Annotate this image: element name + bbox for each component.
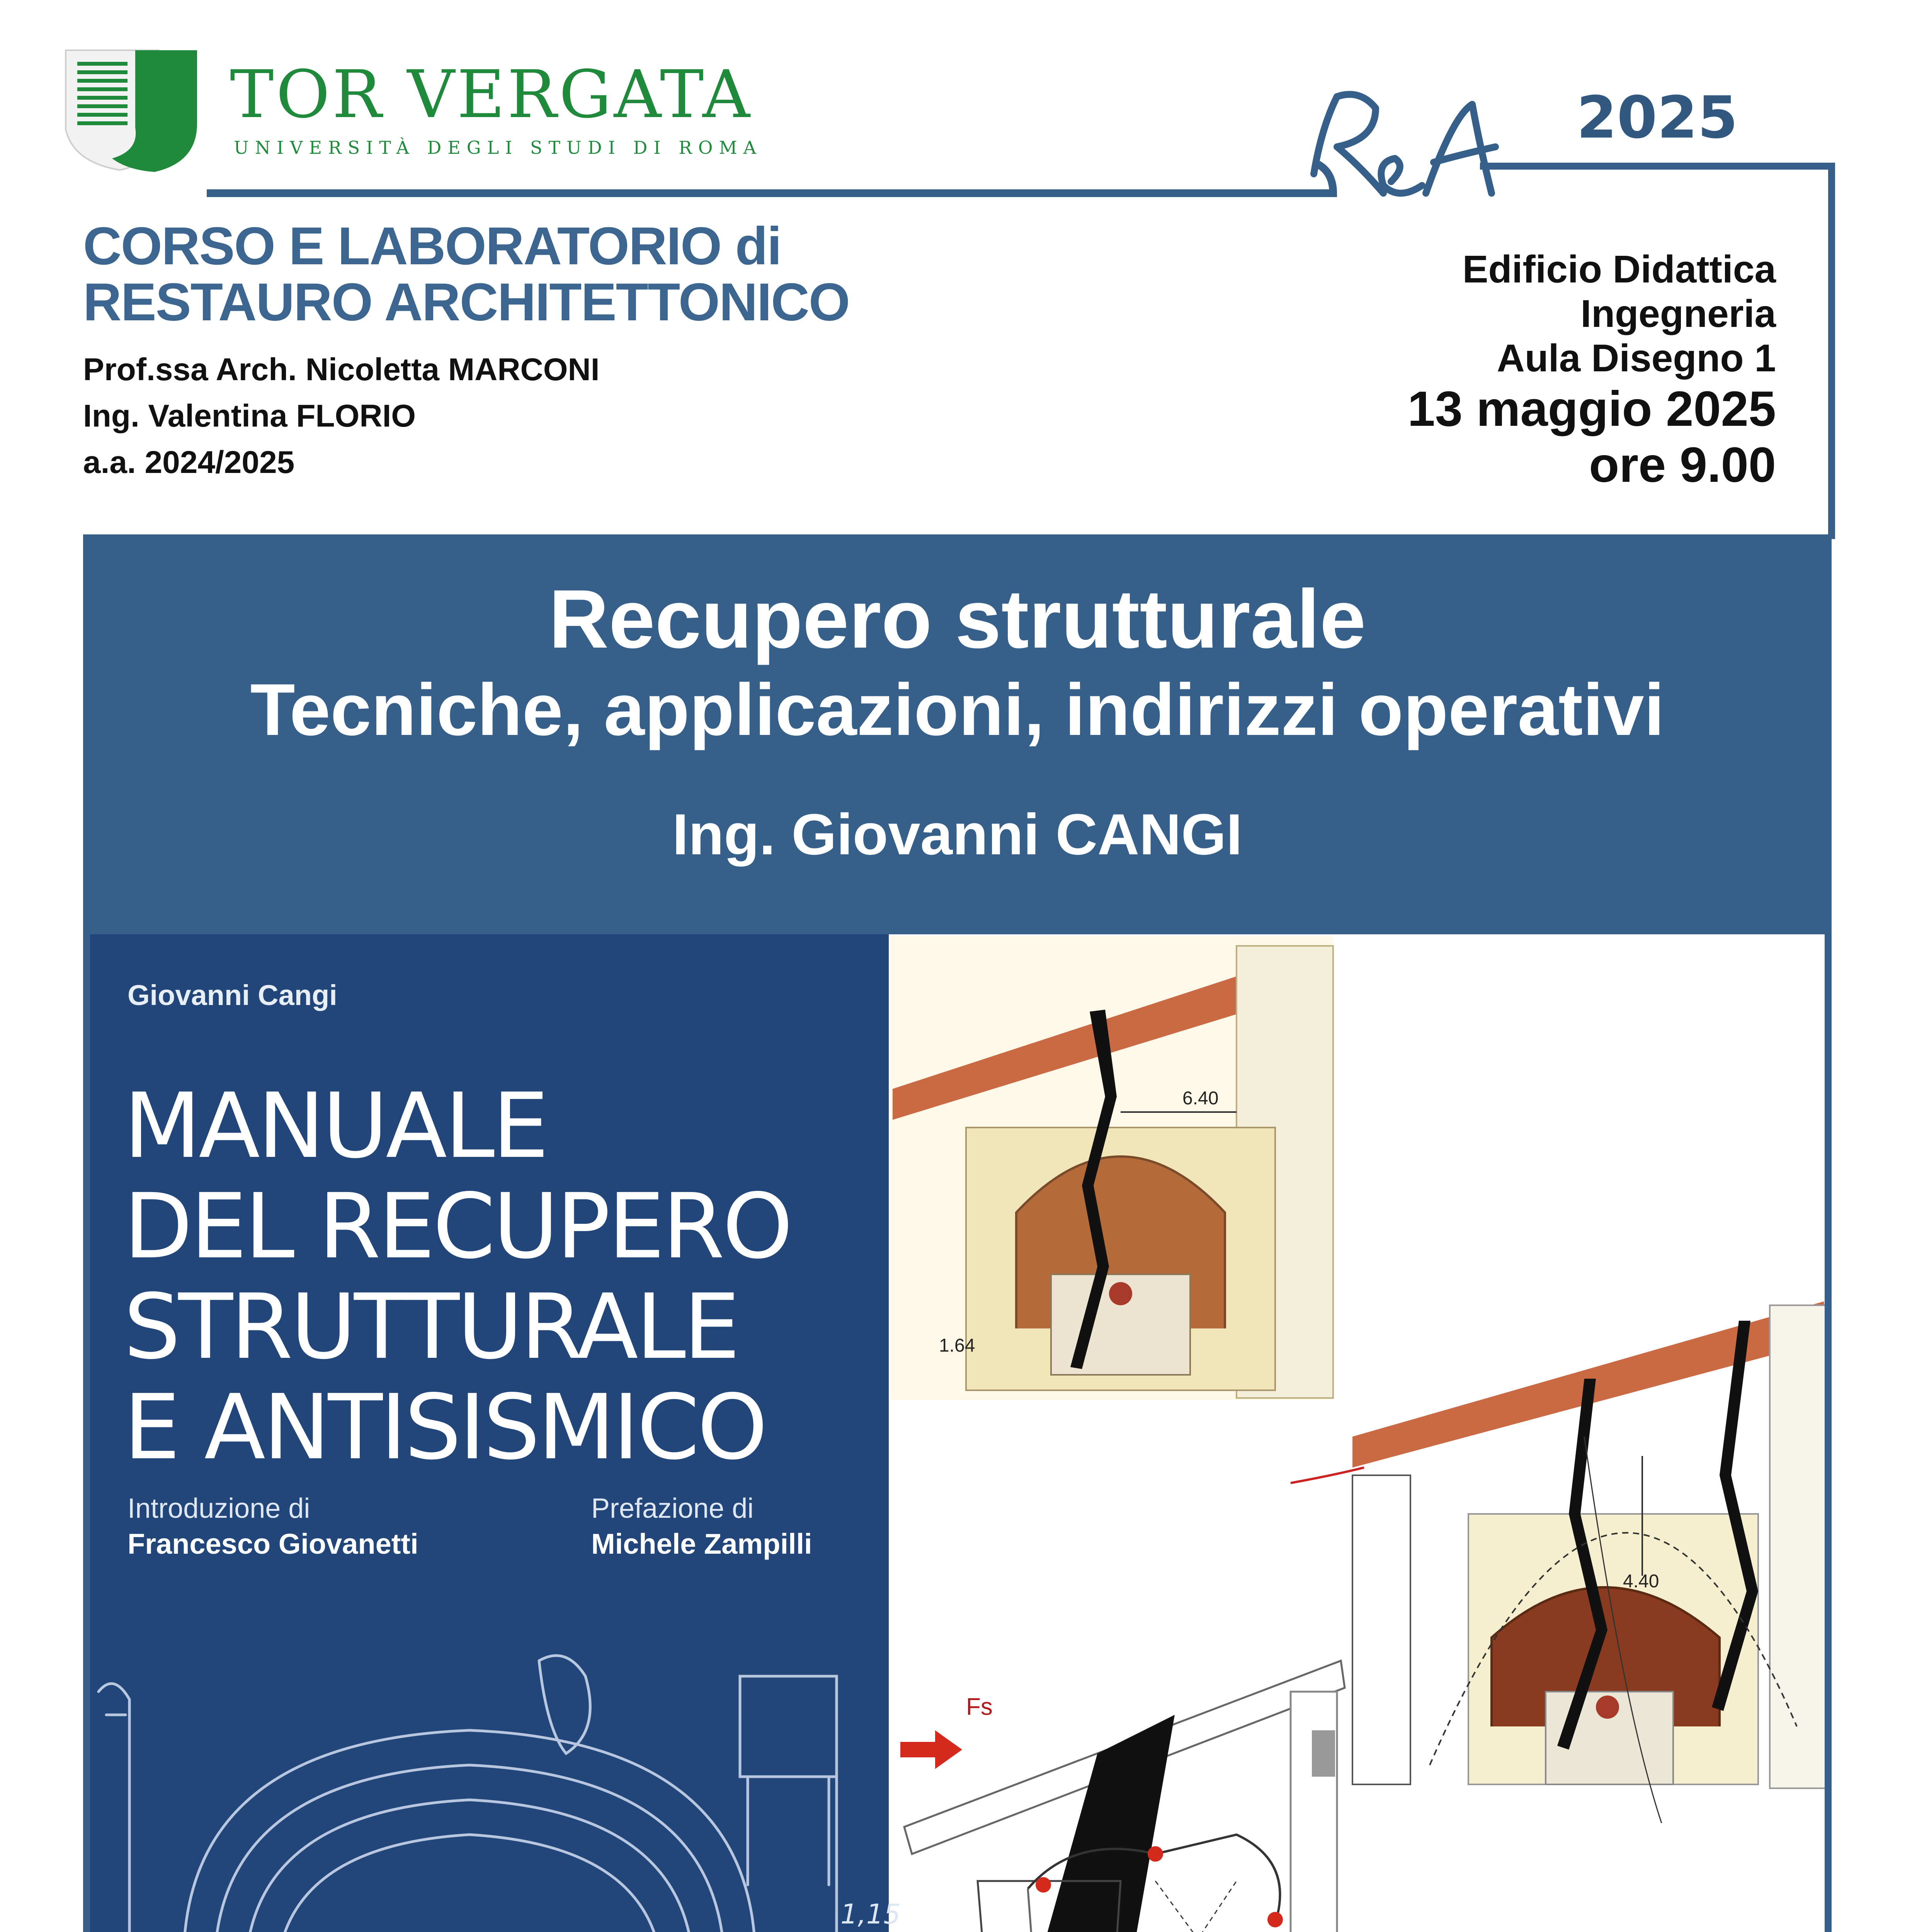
lecture-banner	[83, 534, 1832, 934]
preface-label: Prefazione di	[591, 1493, 754, 1524]
intro-name: Francesco Giovanetti	[128, 1528, 418, 1560]
dim-label: 4.40	[1623, 1571, 1659, 1592]
course-title	[83, 218, 849, 330]
book-title-line: MANUALE	[124, 1074, 547, 1178]
intro-label: Introduzione di	[128, 1493, 310, 1524]
teacher-2: Ing. Valentina FLORIO	[83, 398, 416, 434]
course-title-line1: CORSO E LABORATORIO di	[83, 216, 781, 276]
rea-year: 2025	[1577, 84, 1738, 151]
teacher-1: Prof.ssa Arch. Nicoletta MARCONI	[83, 352, 600, 387]
event-time: ore 9.00	[1589, 437, 1776, 493]
venue-building: Edificio Didattica	[1462, 248, 1776, 291]
venue-department: Ingegneria	[1580, 292, 1776, 335]
book-title-line: E ANTISISMICO	[124, 1375, 765, 1480]
academic-year: a.a. 2024/2025	[83, 445, 295, 480]
venue-room: Aula Disegno 1	[1497, 337, 1776, 380]
book-author: Giovanni Cangi	[128, 979, 337, 1011]
lecture-title: Recupero strutturale	[549, 572, 1366, 665]
book-title-line: STRUTTURALE	[124, 1275, 738, 1379]
rea-mark-icon	[1314, 94, 1495, 193]
preface-name: Michele Zampilli	[591, 1528, 812, 1560]
dim-label: 6.40	[1182, 1088, 1219, 1109]
speaker-name: Ing. Giovanni CANGI	[672, 802, 1243, 867]
event-date: 13 maggio 2025	[1407, 381, 1776, 437]
sketch-dim: 1,15	[840, 1898, 901, 1930]
content-frame	[83, 934, 1832, 1932]
book-title-line: DEL RECUPERO	[124, 1174, 791, 1279]
lecture-subtitle: Tecniche, applicazioni, indirizzi operativi	[250, 669, 1665, 751]
force-label: Fs	[966, 1694, 993, 1720]
university-name: TOR VERGATA	[230, 56, 752, 133]
university-subtitle: UNIVERSITÀ DEGLI STUDI DI ROMA	[234, 137, 762, 158]
dim-label: 1.64	[939, 1335, 975, 1356]
course-title-line2: RESTAURO ARCHITETTONICO	[83, 272, 850, 332]
